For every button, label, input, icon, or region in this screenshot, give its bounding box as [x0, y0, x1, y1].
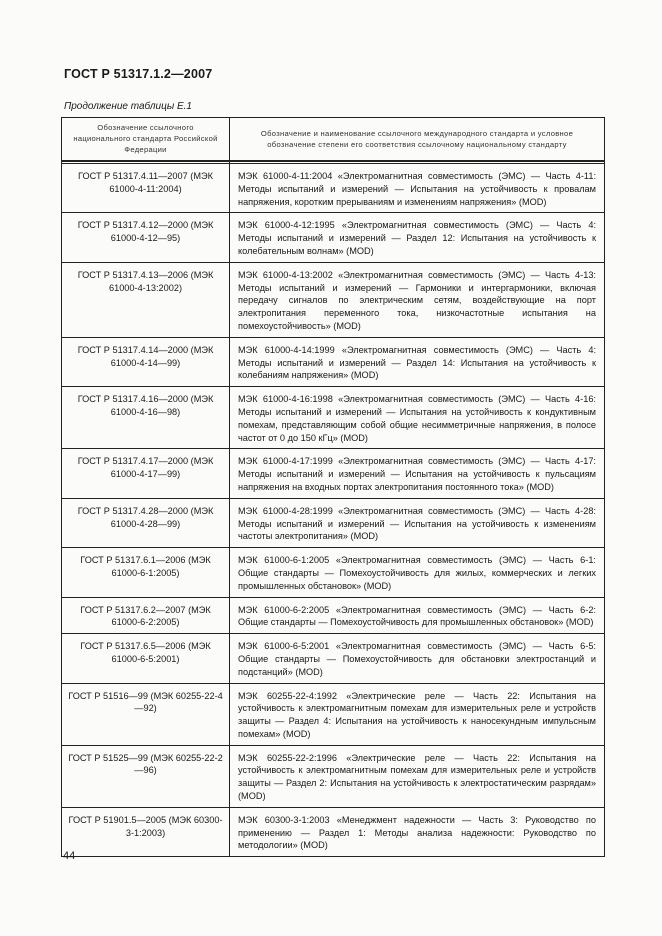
international-standard-cell: МЭК 61000-4-28:1999 «Электромагнитная совместимость (ЭМС) — Часть 4-28: Методы испытаний и измерений — Испытания на устойчивость к изменениям частоты электропитания» (MOD)	[230, 498, 605, 547]
table-row	[62, 164, 605, 213]
national-standard-cell: ГОСТ Р 51317.4.17—2000 (МЭК 61000-4-17—99)	[62, 449, 230, 498]
national-standard-cell: ГОСТ Р 51901.5—2005 (МЭК 60300-3-1:2003)	[62, 807, 230, 856]
international-standard-cell: МЭК 60300-3-1:2003 «Менеджмент надежности — Часть 3: Руководство по применению — Раздел 1: Методы анализа надежности: Руководство по методологии» (MOD)	[230, 807, 605, 856]
table-row	[62, 498, 605, 547]
international-standard-cell: МЭК 61000-4-14:1999 «Электромагнитная совместимость (ЭМС) — Часть 4: Методы испытаний и измерений — Раздел 14: Испытания на устойчивость к колебаниям напряжения» (MOD)	[230, 337, 605, 386]
table-row	[62, 807, 605, 856]
national-standard-cell: ГОСТ Р 51317.4.12—2000 (МЭК 61000-4-12—95)	[62, 213, 230, 262]
table-row	[62, 548, 605, 597]
international-standard-cell: МЭК 61000-6-5:2001 «Электромагнитная совместимость (ЭМС) — Часть 6-5: Общие стандарты — Помехоустойчивость для обстановки электростанций и подстанций» (MOD)	[230, 634, 605, 683]
international-standard-cell: МЭК 60255-22-4:1992 «Электрические реле — Часть 22: Испытания на устойчивость к электромагнитным помехам для измерительных реле и устройств защиты — Раздел 4: Испытания на устойчивость к наносекундным импульсным помехам» (MOD)	[230, 683, 605, 745]
national-standard-cell: ГОСТ Р 51317.4.16—2000 (МЭК 61000-4-16—98)	[62, 387, 230, 449]
column-header-national: Обозначение ссылочного национального стандарта Российской Федерации	[62, 118, 230, 162]
column-header-international: Обозначение и наименование ссылочного международного стандарта и условное обозначение степени его соответствия ссылочному национальному стандарту	[230, 118, 605, 162]
international-standard-cell: МЭК 61000-4-11:2004 «Электромагнитная совместимость (ЭМС) — Часть 4-11: Методы испытаний и измерений — Испытания на устойчивость к провалам напряжения, коротким прерываниям и изменениям напряжения» (MOD)	[230, 164, 605, 213]
international-standard-cell: МЭК 61000-4-17:1999 «Электромагнитная совместимость (ЭМС) — Часть 4-17: Методы испытаний и измерений — Испытания на устойчивость к пульсациям напряжения на входных портах электропитания постоянного тока» (MOD)	[230, 449, 605, 498]
national-standard-cell: ГОСТ Р 51317.4.11—2007 (МЭК 61000-4-11:2004)	[62, 164, 230, 213]
national-standard-cell: ГОСТ Р 51317.4.28—2000 (МЭК 61000-4-28—99)	[62, 498, 230, 547]
table-row	[62, 634, 605, 683]
table-row	[62, 387, 605, 449]
table-row	[62, 213, 605, 262]
reference-table	[61, 117, 605, 857]
national-standard-cell: ГОСТ Р 51516—99 (МЭК 60255-22-4—92)	[62, 683, 230, 745]
national-standard-cell: ГОСТ Р 51317.4.13—2006 (МЭК 61000-4-13:2002)	[62, 262, 230, 337]
document-header: ГОСТ Р 51317.1.2—2007	[64, 67, 213, 81]
table-caption: Продолжение таблицы Е.1	[64, 101, 192, 112]
international-standard-cell: МЭК 60255-22-2:1996 «Электрические реле — Часть 22: Испытания на устойчивость к электромагнитным помехам для измерительных реле и устройств защиты — Раздел 2: Испытания на устойчивость к электростатическим разрядам» (MOD)	[230, 745, 605, 807]
table-header-row	[62, 118, 605, 162]
page-number: 44	[63, 850, 76, 862]
national-standard-cell: ГОСТ Р 51525—99 (МЭК 60255-22-2—96)	[62, 745, 230, 807]
table-row	[62, 683, 605, 745]
table-row	[62, 262, 605, 337]
table-row	[62, 597, 605, 634]
national-standard-cell: ГОСТ Р 51317.6.5—2006 (МЭК 61000-6-5:2001)	[62, 634, 230, 683]
table-row	[62, 449, 605, 498]
international-standard-cell: МЭК 61000-4-12:1995 «Электромагнитная совместимость (ЭМС) — Часть 4: Методы испытаний и измерений — Раздел 12: Испытания на устойчивость к колебательным волнам» (MOD)	[230, 213, 605, 262]
table-row	[62, 337, 605, 386]
table-row	[62, 745, 605, 807]
international-standard-cell: МЭК 61000-6-1:2005 «Электромагнитная совместимость (ЭМС) — Часть 6-1: Общие стандарты — Помехоустойчивость для жилых, коммерческих и легких промышленных обстановок» (MOD)	[230, 548, 605, 597]
national-standard-cell: ГОСТ Р 51317.6.1—2006 (МЭК 61000-6-1:2005)	[62, 548, 230, 597]
international-standard-cell: МЭК 61000-6-2:2005 «Электромагнитная совместимость (ЭМС) — Часть 6-2: Общие стандарты — Помехоустойчивость для промышленных обстановок» (MOD)	[230, 597, 605, 634]
national-standard-cell: ГОСТ Р 51317.6.2—2007 (МЭК 61000-6-2:2005)	[62, 597, 230, 634]
international-standard-cell: МЭК 61000-4-13:2002 «Электромагнитная совместимость (ЭМС) — Часть 4-13: Методы испытаний и измерений — Гармоники и интергармоники, включая передачу сигналов по электрическим сетям, воздействующие на порт электропитания переменного тока, низкочастотные испытания на помехоустойчивость» (MOD)	[230, 262, 605, 337]
international-standard-cell: МЭК 61000-4-16:1998 «Электромагнитная совместимость (ЭМС) — Часть 4-16: Методы испытаний и измерений — Испытания на устойчивость к кондуктивным помехам, представляющим собой общие несимметричные напряжения, в полосе частот от 0 до 150 кГц» (MOD)	[230, 387, 605, 449]
national-standard-cell: ГОСТ Р 51317.4.14—2000 (МЭК 61000-4-14—99)	[62, 337, 230, 386]
